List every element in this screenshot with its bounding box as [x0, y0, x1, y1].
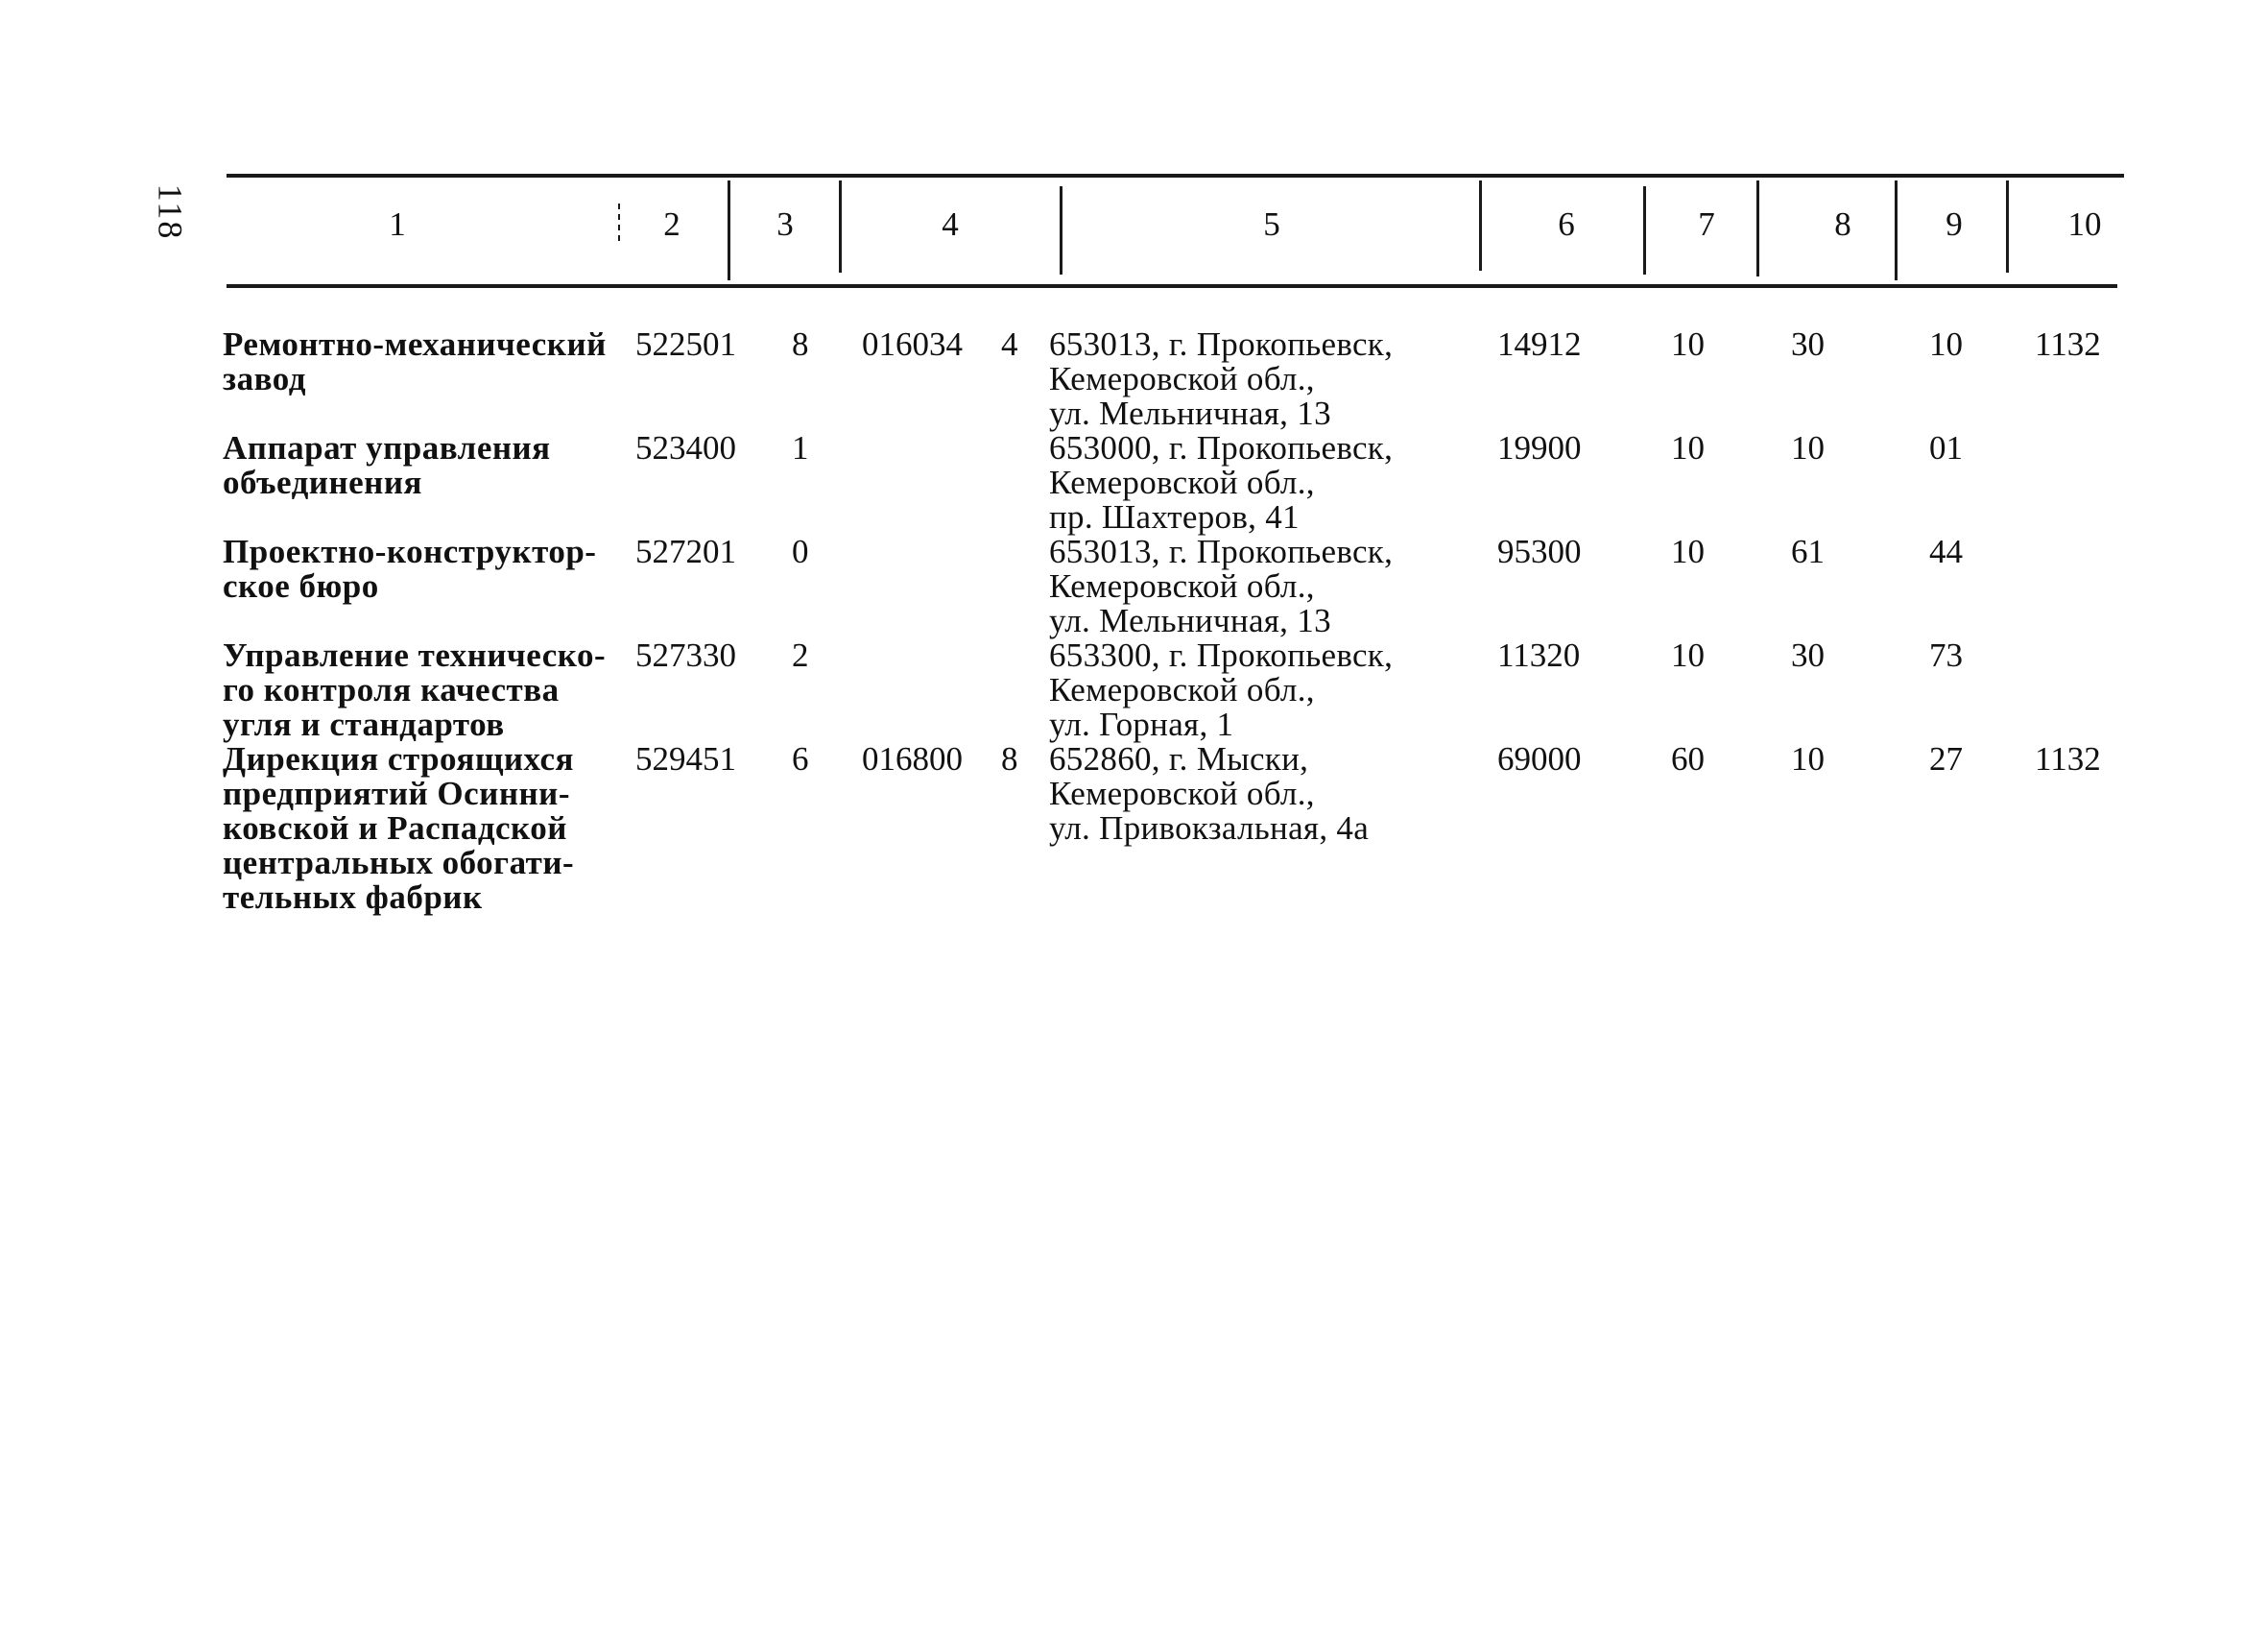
cell-col-2: 522501 [635, 325, 736, 363]
column-divider [618, 204, 620, 246]
address: 653013, г. Прокопьевск, Кемеровской обл., ул. Мельничная, 13 [1049, 533, 1394, 639]
column-divider [1060, 186, 1062, 275]
organization-name: Проектно-конструктор- ское бюро [223, 533, 597, 605]
column-divider [1643, 186, 1646, 275]
organization-name: Дирекция строящихся предприятий Осинни- ковской и Распадской центральных обогати- тельных фабрик [223, 740, 575, 916]
column-header-8: 8 [1834, 205, 1851, 243]
cell-col-7: 10 [1671, 533, 1705, 570]
column-header-3: 3 [776, 205, 794, 243]
cell-col-6: 19900 [1497, 429, 1582, 467]
column-header-1: 1 [389, 205, 406, 243]
cell-col-7: 10 [1671, 429, 1705, 467]
column-header-2: 2 [663, 205, 680, 243]
cell-col-10: 1132 [2035, 740, 2101, 778]
organization-name: Аппарат управления объединения [223, 429, 551, 501]
cell-col-8: 10 [1791, 429, 1825, 467]
cell-col-3: 2 [792, 636, 809, 674]
header-bottom-rule [227, 284, 2117, 288]
column-header-5: 5 [1263, 205, 1280, 243]
cell-col-2: 527330 [635, 636, 736, 674]
cell-col-6: 69000 [1497, 740, 1582, 778]
cell-col-8: 10 [1791, 740, 1825, 778]
cell-col-6: 14912 [1497, 325, 1582, 363]
cell-col-6: 11320 [1497, 636, 1581, 674]
address: 653000, г. Прокопьевск, Кемеровской обл., пр. Шахтеров, 41 [1049, 429, 1394, 536]
cell-col-3: 6 [792, 740, 809, 778]
cell-col-9: 73 [1929, 636, 1963, 674]
cell-col-3: 0 [792, 533, 809, 570]
cell-col-7: 10 [1671, 325, 1705, 363]
column-header-10: 10 [2067, 205, 2102, 243]
cell-col-8: 61 [1791, 533, 1825, 570]
cell-col-4: 016800 [862, 740, 963, 778]
cell-col-4: 016034 [862, 325, 963, 363]
address: 652860, г. Мыски, Кемеровской обл., ул. Привокзальная, 4а [1049, 740, 1370, 847]
cell-col-9: 01 [1929, 429, 1963, 467]
column-divider [1895, 180, 1898, 280]
address: 653013, г. Прокопьевск, Кемеровской обл., ул. Мельничная, 13 [1049, 325, 1394, 432]
cell-col-3: 1 [792, 429, 809, 467]
cell-col-9: 44 [1929, 533, 1963, 570]
cell-col-4-check: 4 [1001, 325, 1018, 363]
header-top-rule [227, 174, 2124, 178]
cell-col-2: 527201 [635, 533, 736, 570]
column-divider [1479, 180, 1482, 271]
cell-col-3: 8 [792, 325, 809, 363]
cell-col-7: 10 [1671, 636, 1705, 674]
column-divider [728, 180, 730, 280]
column-divider [2006, 180, 2009, 273]
column-header-4: 4 [942, 205, 959, 243]
cell-col-8: 30 [1791, 325, 1825, 363]
cell-col-4-check: 8 [1001, 740, 1018, 778]
page-number: 118 [151, 183, 190, 241]
column-divider [839, 180, 842, 273]
column-divider [1756, 180, 1759, 276]
cell-col-7: 60 [1671, 740, 1705, 778]
cell-col-2: 523400 [635, 429, 736, 467]
cell-col-2: 529451 [635, 740, 736, 778]
column-header-6: 6 [1558, 205, 1575, 243]
cell-col-6: 95300 [1497, 533, 1582, 570]
organization-name: Управление техническо- го контроля качества угля и стандартов [223, 636, 607, 743]
cell-col-10: 1132 [2035, 325, 2101, 363]
cell-col-9: 27 [1929, 740, 1963, 778]
cell-col-9: 10 [1929, 325, 1963, 363]
column-header-7: 7 [1698, 205, 1715, 243]
organization-name: Ремонтно-механический завод [223, 325, 607, 397]
column-header-9: 9 [1946, 205, 1963, 243]
address: 653300, г. Прокопьевск, Кемеровской обл., ул. Горная, 1 [1049, 636, 1394, 743]
cell-col-8: 30 [1791, 636, 1825, 674]
